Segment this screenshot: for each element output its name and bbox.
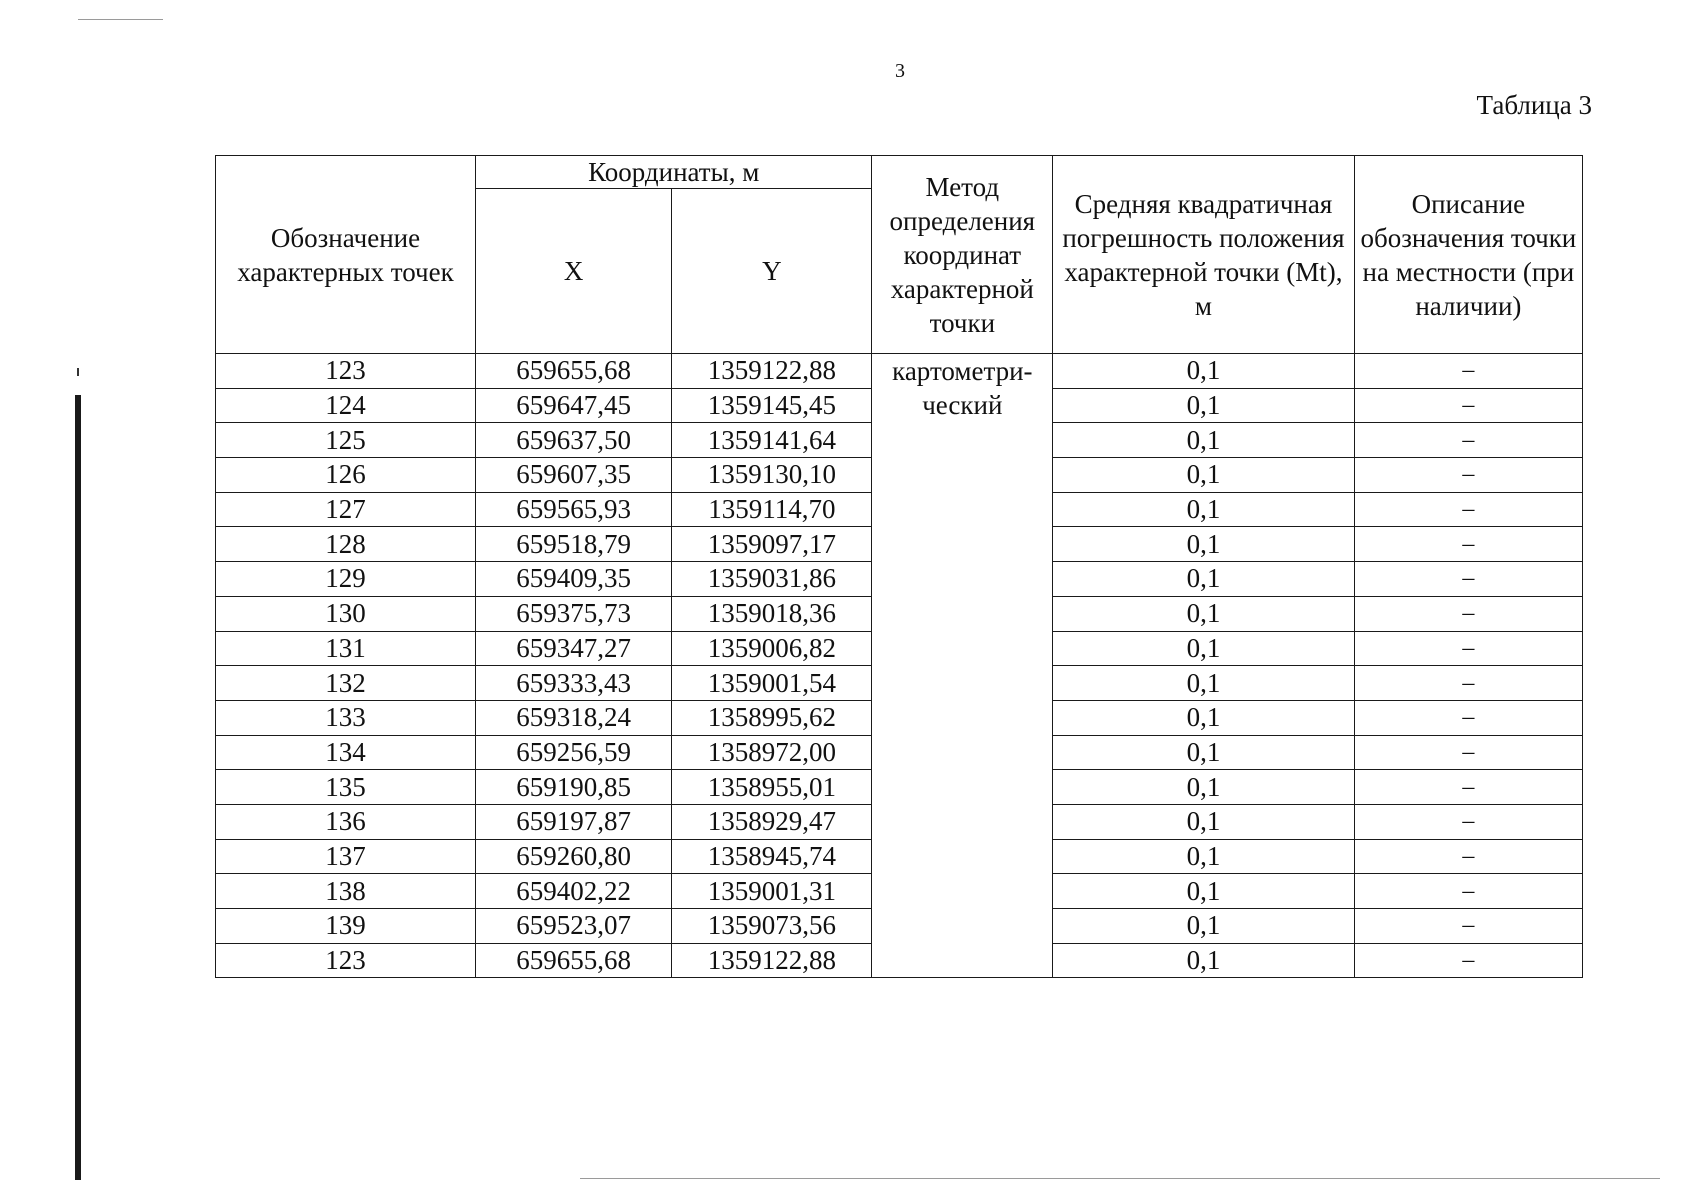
cell-point-name: 134	[216, 735, 476, 770]
cell-description: –	[1354, 388, 1582, 423]
cell-error: 0,1	[1053, 943, 1355, 978]
cell-x: 659190,85	[475, 770, 671, 805]
cell-x: 659518,79	[475, 527, 671, 562]
cell-x: 659197,87	[475, 804, 671, 839]
header-method: Метод определения координат характерной точки	[872, 156, 1053, 354]
cell-point-name: 129	[216, 562, 476, 597]
cell-point-name: 138	[216, 874, 476, 909]
table-caption: Таблица 3	[1476, 90, 1592, 120]
cell-description: –	[1354, 596, 1582, 631]
cell-error: 0,1	[1053, 458, 1355, 493]
cell-error: 0,1	[1053, 735, 1355, 770]
cell-y: 1359006,82	[672, 631, 872, 666]
cell-point-name: 135	[216, 770, 476, 805]
cell-error: 0,1	[1053, 839, 1355, 874]
cell-y: 1359001,54	[672, 666, 872, 701]
cell-point-name: 130	[216, 596, 476, 631]
cell-error: 0,1	[1053, 562, 1355, 597]
cell-description: –	[1354, 700, 1582, 735]
cell-error: 0,1	[1053, 388, 1355, 423]
cell-x: 659523,07	[475, 909, 671, 944]
cell-description: –	[1354, 423, 1582, 458]
cell-description: –	[1354, 354, 1582, 389]
header-y: Y	[672, 189, 872, 354]
cell-error: 0,1	[1053, 354, 1355, 389]
scan-binding-mark	[77, 368, 79, 376]
header-x: X	[475, 189, 671, 354]
cell-description: –	[1354, 874, 1582, 909]
scan-binding-edge	[75, 395, 81, 1180]
cell-error: 0,1	[1053, 631, 1355, 666]
table-header	[216, 156, 1583, 354]
cell-y: 1359031,86	[672, 562, 872, 597]
cell-x: 659655,68	[475, 354, 671, 389]
cell-x: 659637,50	[475, 423, 671, 458]
cell-error: 0,1	[1053, 874, 1355, 909]
cell-point-name: 128	[216, 527, 476, 562]
cell-x: 659607,35	[475, 458, 671, 493]
cell-description: –	[1354, 458, 1582, 493]
cell-point-name: 132	[216, 666, 476, 701]
cell-description: –	[1354, 839, 1582, 874]
cell-error: 0,1	[1053, 423, 1355, 458]
cell-description: –	[1354, 943, 1582, 978]
cell-y: 1359130,10	[672, 458, 872, 493]
cell-error: 0,1	[1053, 666, 1355, 701]
cell-point-name: 139	[216, 909, 476, 944]
cell-x: 659655,68	[475, 943, 671, 978]
cell-error: 0,1	[1053, 492, 1355, 527]
cell-x: 659260,80	[475, 839, 671, 874]
cell-y: 1358972,00	[672, 735, 872, 770]
cell-description: –	[1354, 804, 1582, 839]
cell-y: 1359001,31	[672, 874, 872, 909]
cell-point-name: 137	[216, 839, 476, 874]
cell-x: 659565,93	[475, 492, 671, 527]
cell-y: 1359097,17	[672, 527, 872, 562]
coordinates-table	[215, 155, 1583, 978]
cell-x: 659347,27	[475, 631, 671, 666]
cell-description: –	[1354, 735, 1582, 770]
cell-description: –	[1354, 527, 1582, 562]
cell-error: 0,1	[1053, 770, 1355, 805]
cell-point-name: 127	[216, 492, 476, 527]
table-body	[216, 354, 1583, 978]
cell-description: –	[1354, 631, 1582, 666]
cell-method: картометри- ческий	[872, 354, 1053, 978]
scan-bottom-rule	[580, 1178, 1660, 1179]
cell-y: 1358929,47	[672, 804, 872, 839]
cell-point-name: 124	[216, 388, 476, 423]
cell-y: 1359073,56	[672, 909, 872, 944]
cell-point-name: 125	[216, 423, 476, 458]
cell-y: 1359145,45	[672, 388, 872, 423]
cell-point-name: 136	[216, 804, 476, 839]
cell-error: 0,1	[1053, 527, 1355, 562]
cell-point-name: 126	[216, 458, 476, 493]
cell-error: 0,1	[1053, 700, 1355, 735]
header-error: Средняя квадратичная погрешность положения характерной точки (Mt), м	[1053, 156, 1355, 354]
cell-y: 1358955,01	[672, 770, 872, 805]
cell-x: 659256,59	[475, 735, 671, 770]
cell-x: 659402,22	[475, 874, 671, 909]
cell-y: 1358995,62	[672, 700, 872, 735]
cell-y: 1359018,36	[672, 596, 872, 631]
cell-point-name: 131	[216, 631, 476, 666]
cell-y: 1359114,70	[672, 492, 872, 527]
header-coordinates: Координаты, м	[475, 156, 872, 189]
cell-error: 0,1	[1053, 804, 1355, 839]
scan-top-rule	[78, 19, 163, 20]
cell-point-name: 123	[216, 943, 476, 978]
cell-y: 1359141,64	[672, 423, 872, 458]
cell-description: –	[1354, 909, 1582, 944]
cell-x: 659409,35	[475, 562, 671, 597]
cell-point-name: 123	[216, 354, 476, 389]
cell-x: 659375,73	[475, 596, 671, 631]
cell-x: 659333,43	[475, 666, 671, 701]
table-row	[216, 354, 1583, 389]
cell-description: –	[1354, 492, 1582, 527]
page-number: 3	[895, 60, 905, 82]
cell-y: 1359122,88	[672, 354, 872, 389]
cell-x: 659647,45	[475, 388, 671, 423]
cell-description: –	[1354, 770, 1582, 805]
cell-y: 1358945,74	[672, 839, 872, 874]
cell-error: 0,1	[1053, 596, 1355, 631]
cell-description: –	[1354, 666, 1582, 701]
cell-point-name: 133	[216, 700, 476, 735]
cell-y: 1359122,88	[672, 943, 872, 978]
cell-x: 659318,24	[475, 700, 671, 735]
cell-description: –	[1354, 562, 1582, 597]
header-description: Описание обозначения точки на местности (при наличии)	[1354, 156, 1582, 354]
cell-error: 0,1	[1053, 909, 1355, 944]
header-point-name: Обозначение характерных точек	[216, 156, 476, 354]
